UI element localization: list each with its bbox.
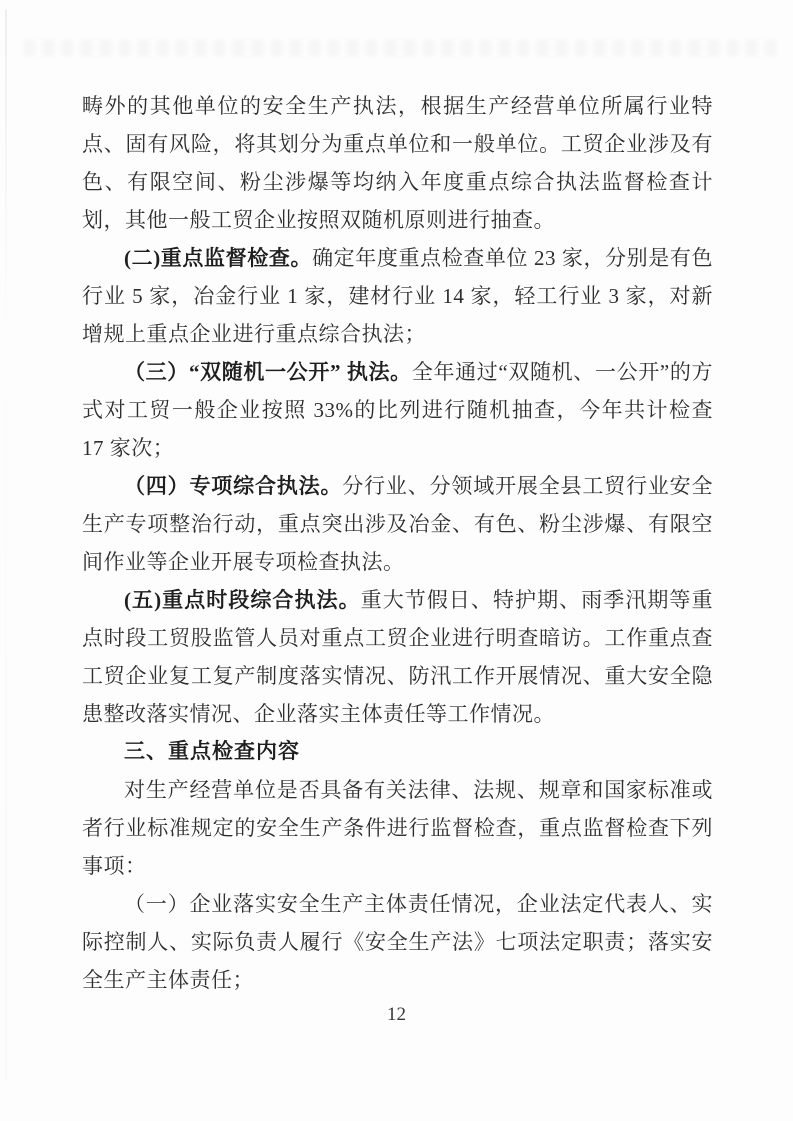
- scan-bleed-artifact: [24, 40, 779, 56]
- paragraph-item-6: [82, 771, 713, 885]
- paragraph-text: 分行业、分领域开展全县工贸行业安全生产专项整治行动，重点突出涉及冶金、有色、粉尘涉爆、有限空间作业等企业开展专项检查执法。: [82, 474, 714, 574]
- paragraph-lead: （三）“双随机一公开” 执法。: [124, 360, 412, 384]
- paragraph-item-4: [82, 467, 713, 581]
- paragraph-item-5: [82, 581, 713, 733]
- scan-edge-artifact: [5, 10, 7, 1081]
- paragraph-continuation: [82, 87, 713, 239]
- page-footer: [0, 1000, 793, 1030]
- paragraph-text: 对生产经营单位是否具备有关法律、法规、规章和国家标准或者行业标准规定的安全生产条件进行监督检查，重点监督检查下列事项：: [82, 778, 713, 878]
- paragraph-lead: (五)重点时段综合执法。: [124, 588, 361, 612]
- paragraph-text: 全年通过“双随机、一公开”的方式对工贸一般企业按照 33%的比列进行随机抽查，今年共计检查 17 家次；: [82, 360, 714, 460]
- paragraph-text: 确定年度重点检查单位 23 家，分别是有色行业 5 家，冶金行业 1 家，建材行业 14 家，轻工行业 3 家，对新增规上重点企业进行重点综合执法；: [82, 246, 713, 346]
- page-number: 12: [387, 1004, 406, 1025]
- paragraph-text: 畴外的其他单位的安全生产执法，根据生产经营单位所属行业特点、固有风险，将其划分为重点单位和一般单位。工贸企业涉及有色、有限空间、粉尘涉爆等均纳入年度重点综合执法监督检查计划，其他一般工贸企业按照双随机原则进行抽查。: [82, 94, 713, 232]
- paragraph-lead: (二)重点监督检查。: [124, 246, 313, 270]
- paragraph-lead: （四）专项综合执法。: [124, 474, 343, 498]
- paragraph-item-7: [82, 885, 713, 999]
- paragraph-item-3: [82, 353, 713, 467]
- paragraph-text: （一）企业落实安全生产主体责任情况，企业法定代表人、实际控制人、实际负责人履行《安全生产法》七项法定职责；落实安全生产主体责任；: [82, 892, 713, 992]
- paragraph-item-2: [82, 239, 713, 353]
- document-body: [82, 87, 713, 999]
- paragraph-text: 重大节假日、特护期、雨季汛期等重点时段工贸股监管人员对重点工贸企业进行明查暗访。工作重点查工贸企业复工复产制度落实情况、防汛工作开展情况、重大安全隐患整改落实情况、企业落实主体责任等工作情况。: [82, 588, 713, 726]
- section-heading: 三、重点检查内容: [124, 740, 300, 763]
